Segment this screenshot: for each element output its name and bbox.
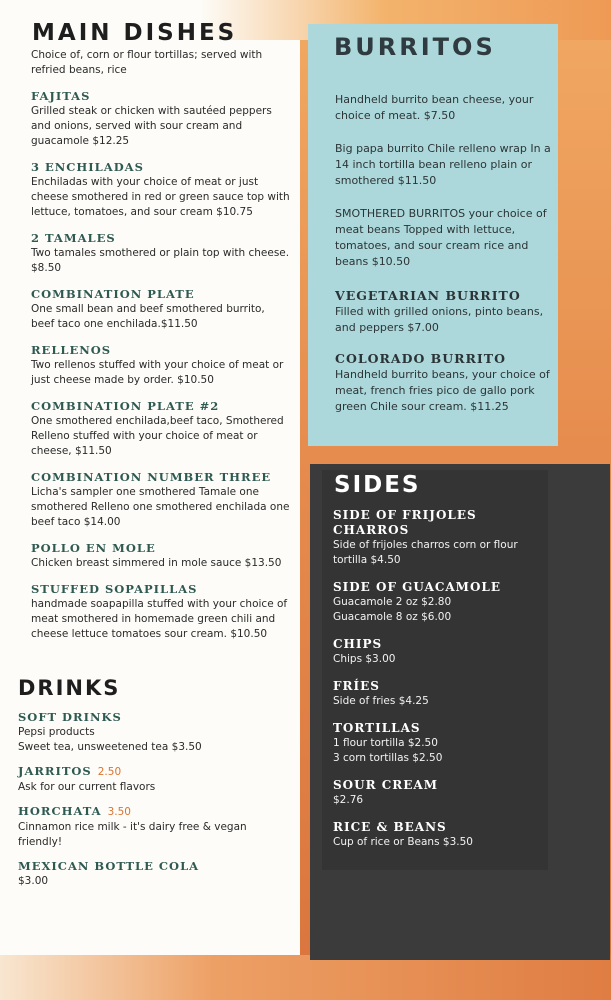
side-item: [333, 508, 548, 568]
side-item: [333, 820, 548, 850]
side-item-name: FRÍES: [333, 679, 380, 693]
menu-item-desc: One small bean and beef smothered burrito, beef taco one enchilada.$11.50: [31, 303, 265, 330]
drink-item-desc: Pepsi products: [18, 726, 95, 738]
side-item-desc: 1 flour tortilla $2.50: [333, 737, 438, 749]
drink-name-text: HORCHATA: [18, 804, 102, 818]
burrito-item-desc: Handheld burrito bean cheese, your choice of meat. $7.50: [335, 93, 534, 122]
drinks-list: [18, 710, 288, 898]
burritos-title: BURRITOS: [334, 33, 496, 61]
menu-item: [31, 582, 291, 642]
side-item-desc: Side of frijoles charros corn or flour tortilla $4.50: [333, 539, 518, 566]
menu-item: [31, 160, 291, 220]
menu-item-desc: Grilled steak or chicken with sautéed peppers and onions, served with sour cream and guacamole $12.25: [31, 105, 272, 147]
menu-item: [31, 399, 291, 459]
burritos-list: [335, 92, 561, 429]
menu-item: [31, 231, 291, 276]
drink-item-desc: Ask for our current flavors: [18, 781, 156, 793]
menu-item-name: STUFFED SOPAPILLAS: [31, 582, 198, 596]
drink-item-name: [18, 710, 288, 725]
sides-title: SIDES: [334, 472, 421, 498]
menu-item-desc: One smothered enchilada,beef taco, Smothered Relleno stuffed with your choice of meat or cheese, $11.50: [31, 415, 284, 457]
side-item-desc: Cup of rice or Beans $3.50: [333, 836, 473, 848]
menu-item: [31, 343, 291, 388]
burrito-item-name: VEGETARIAN BURRITO: [335, 288, 521, 303]
side-item-name: SIDE OF FRIJOLES CHARROS: [333, 508, 477, 537]
side-item-name: SIDE OF GUACAMOLE: [333, 580, 501, 594]
drink-item-desc: Cinnamon rice milk - it's dairy free & vegan friendly!: [18, 821, 247, 848]
main-dishes-intro: Choice of, corn or flour tortillas; served with refried beans, rice: [31, 49, 263, 76]
drink-item-desc: $3.00: [18, 875, 49, 887]
menu-item-name: FAJITAS: [31, 89, 91, 103]
drink-item-name: [18, 804, 288, 820]
burrito-item-desc: SMOTHERED BURRITOS your choice of meat beans Topped with lettuce, tomatoes, and sour cream rice and beans $10.50: [335, 207, 547, 268]
orange-bottom-band: [0, 955, 611, 1000]
burrito-item-desc: Big papa burrito Chile relleno wrap In a 14 inch tortilla bean relleno plain or smothered $11.50: [335, 142, 551, 187]
menu-item-desc: Two tamales smothered or plain top with cheese. $8.50: [31, 247, 290, 274]
menu-item-name: COMBINATION PLATE #2: [31, 399, 220, 413]
side-item: [333, 721, 548, 766]
burrito-item: [335, 287, 561, 336]
side-item-name: SOUR CREAM: [333, 778, 438, 792]
side-item-name: RICE & BEANS: [333, 820, 447, 834]
drink-item: [18, 710, 288, 755]
drink-item: [18, 764, 288, 795]
burrito-item-desc: Filled with grilled onions, pinto beans, and peppers $7.00: [335, 305, 544, 334]
drink-name-text: MEXICAN BOTTLE COLA: [18, 859, 200, 873]
burrito-item: [335, 350, 561, 415]
burrito-item-desc: Handheld burrito beans, your choice of meat, french fries pico de gallo pork green Chile sour cream. $11.25: [335, 368, 550, 413]
drink-name-text: JARRITOS: [18, 764, 92, 778]
side-item-desc: Chips $3.00: [333, 653, 396, 665]
menu-item: [31, 287, 291, 332]
drink-item-desc-2: Sweet tea, unsweetened tea $3.50: [18, 741, 202, 753]
side-item-desc: $2.76: [333, 794, 364, 806]
drink-price: 2.50: [97, 766, 122, 778]
menu-item: [31, 89, 291, 149]
menu-item-desc: handmade soapapilla stuffed with your choice of meat smothered in homemade green chili and cheese lettuce tomatoes sour cream. $10.50: [31, 598, 288, 640]
side-item-desc: Side of fries $4.25: [333, 695, 429, 707]
menu-item-desc: Two rellenos stuffed with your choice of meat or just cheese made by order. $10.50: [31, 359, 284, 386]
menu-item-name: COMBINATION PLATE: [31, 287, 195, 301]
menu-item-name: POLLO EN MOLE: [31, 541, 156, 555]
menu-item-desc: Enchiladas with your choice of meat or just cheese smothered in red or green sauce top with lettuce, tomatoes, and sour cream $10.75: [31, 176, 290, 218]
drink-item-name: [18, 764, 288, 780]
burrito-item-name: COLORADO BURRITO: [335, 351, 506, 366]
menu-item-desc: Chicken breast simmered in mole sauce $13.50: [31, 557, 282, 569]
menu-item-desc: Licha's sampler one smothered Tamale one smothered Relleno one smothered enchilada one beef taco $14.00: [31, 486, 290, 528]
side-item: [333, 778, 548, 808]
main-dishes-title: MAIN DISHES: [32, 20, 238, 46]
side-item-desc: Guacamole 2 oz $2.80: [333, 596, 452, 608]
drink-name-text: SOFT DRINKS: [18, 710, 122, 724]
drink-item: [18, 804, 288, 850]
menu-item: [31, 541, 291, 571]
menu-item-name: COMBINATION NUMBER THREE: [31, 470, 272, 484]
side-item: [333, 580, 548, 625]
drink-item-name: [18, 859, 288, 874]
side-item-name: TORTILLAS: [333, 721, 421, 735]
menu-item-name: RELLENOS: [31, 343, 112, 357]
drink-price: 3.50: [107, 806, 131, 818]
menu-item-name: 3 ENCHILADAS: [31, 160, 144, 174]
drink-item: [18, 859, 288, 889]
side-item: [333, 637, 548, 667]
drinks-title: DRINKS: [18, 676, 121, 700]
menu-item: [31, 470, 291, 530]
side-item: [333, 679, 548, 709]
menu-item-name: 2 TAMALES: [31, 231, 116, 245]
main-dishes-list: [31, 48, 291, 642]
side-item-name: CHIPS: [333, 637, 383, 651]
sides-list: [333, 508, 548, 862]
side-item-desc-2: 3 corn tortillas $2.50: [333, 752, 443, 764]
side-item-desc-2: Guacamole 8 oz $6.00: [333, 611, 452, 623]
